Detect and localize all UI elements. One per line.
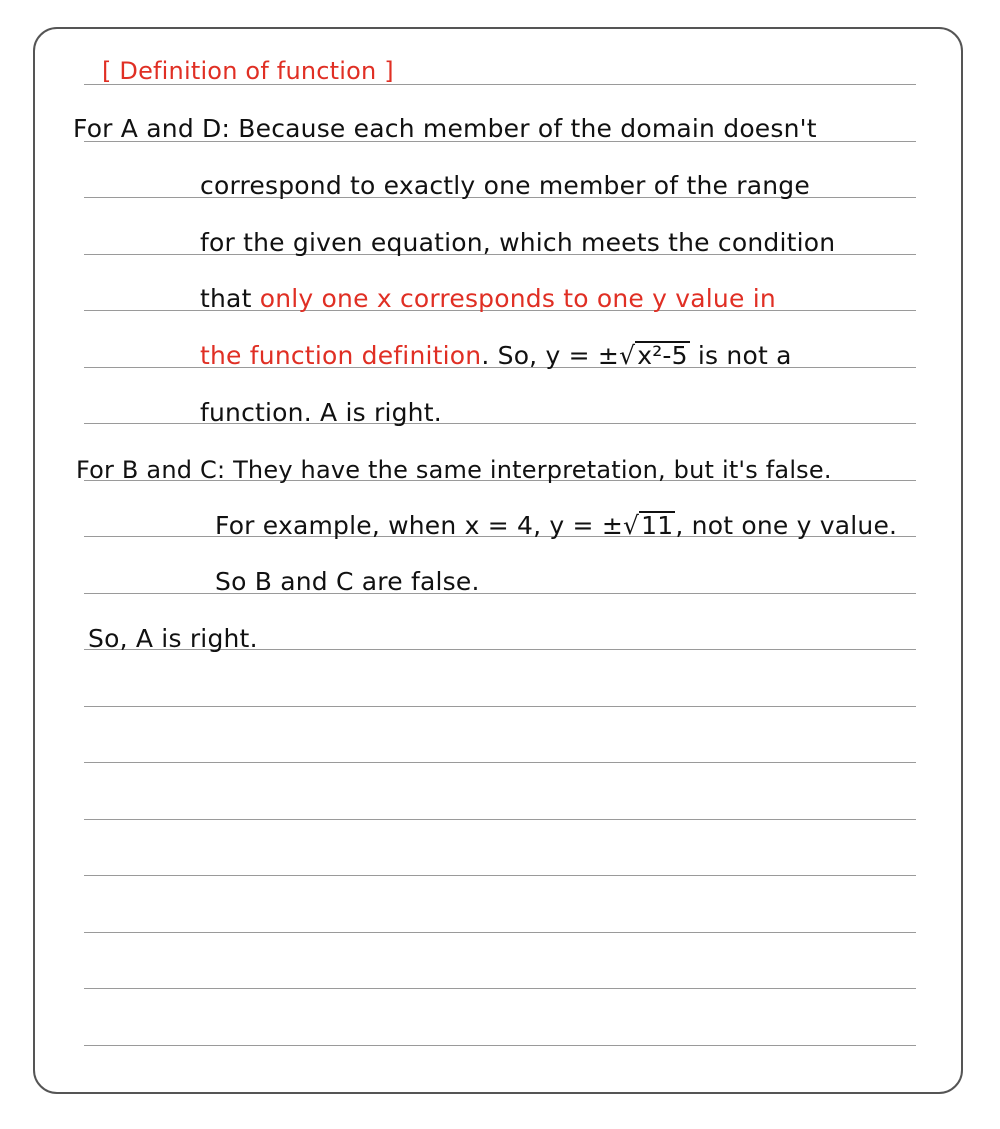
ruled-line <box>84 762 916 763</box>
line-given-equation: for the given equation, which meets the condition <box>200 228 836 257</box>
line-function-a-is-right: function. A is right. <box>200 398 442 427</box>
highlight-function-definition: the function definition <box>200 341 482 370</box>
text-is-not-a: is not a <box>689 341 792 370</box>
text-for-example: For example, when x = 4, y = ± <box>215 511 623 540</box>
line-function-definition <box>200 341 792 371</box>
line-correspond: correspond to exactly one member of the range <box>200 171 810 200</box>
ruled-line <box>84 875 916 876</box>
text-not-one-y-value: , not one y value. <box>675 511 898 540</box>
line-conclusion: So, A is right. <box>88 624 258 653</box>
ruled-line <box>84 932 916 933</box>
highlight-only-one-x: only one x corresponds to one y value in <box>259 284 776 313</box>
heading-definition-of-function: [ Definition of function ] <box>102 57 394 85</box>
line-b-and-c-false: So B and C are false. <box>215 567 480 596</box>
ruled-line <box>84 819 916 820</box>
text-so-y-equals: . So, y = ± <box>481 341 620 370</box>
ruled-line <box>84 706 916 707</box>
square-root-expression: √x²-5 <box>619 341 688 370</box>
line-for-b-and-c: For B and C: They have the same interpretation, but it's false. <box>76 456 832 484</box>
ruled-line <box>84 593 916 594</box>
ruled-line <box>84 1045 916 1046</box>
line-for-a-and-d: For A and D: Because each member of the domain doesn't <box>73 114 817 143</box>
ruled-line <box>84 988 916 989</box>
radicand-eleven: 11 <box>641 511 674 540</box>
text-that: that <box>200 284 260 313</box>
line-for-example <box>215 511 897 541</box>
square-root-eleven: √11 <box>623 511 674 540</box>
radicand-x-squared-minus-5: x²-5 <box>637 341 688 370</box>
line-only-one-x <box>200 284 776 314</box>
